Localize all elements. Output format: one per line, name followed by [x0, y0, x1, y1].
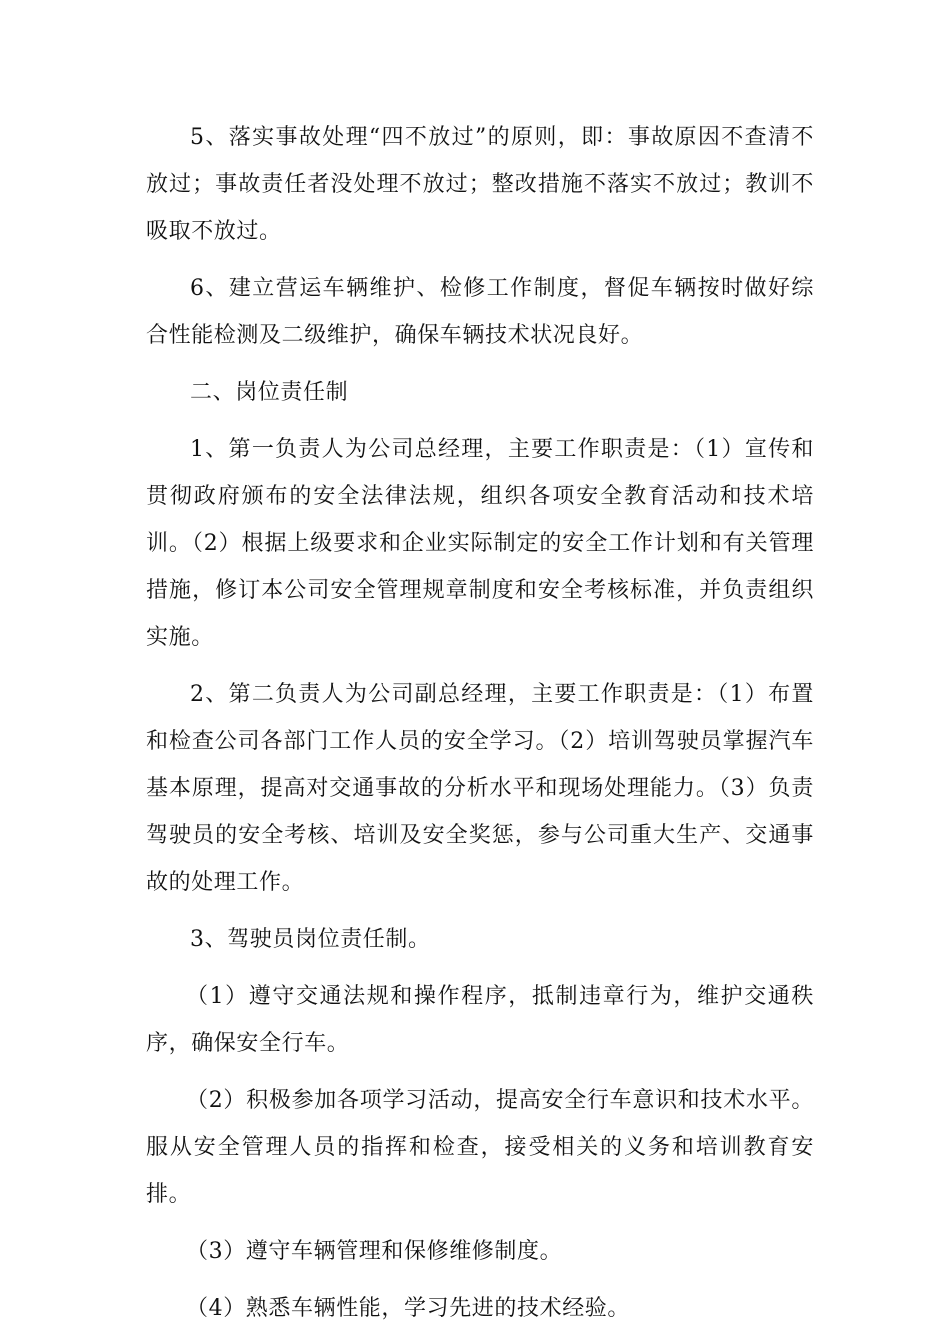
document-body	[146, 114, 814, 1342]
section-heading-responsibility: 二、岗位责任制	[190, 380, 349, 405]
paragraph-driver-item-4: （4）熟悉车辆性能，学习先进的技术经验。	[186, 1296, 630, 1321]
paragraph-driver-responsibility: 3、驾驶员岗位责任制。	[190, 927, 431, 952]
paragraph-driver-item-2: （2）积极参加各项学习活动，提高安全行车意识和技术水平。服从安全管理人员的指挥和检查，接受相关的义务和培训教育安排。	[146, 1088, 814, 1207]
paragraph-first-responsible: 1、第一负责人为公司总经理，主要工作职责是：（1）宣传和贯彻政府颁布的安全法律法规，组织各项安全教育活动和技术培训。（2）根据上级要求和企业实际制定的安全工作计划和有关管理措施，修订本公司安全管理规章制度和安全考核标准，并负责组织实施。	[146, 437, 814, 650]
paragraph-rule-5: 5、落实事故处理“四不放过”的原则，即：事故原因不查清不放过；事故责任者没处理不放过；整改措施不落实不放过；教训不吸取不放过。	[146, 125, 814, 244]
paragraph-rule-6: 6、建立营运车辆维护、检修工作制度，督促车辆按时做好综合性能检测及二级维护，确保车辆技术状况良好。	[146, 276, 814, 348]
paragraph-driver-item-1: （1）遵守交通法规和操作程序，抵制违章行为，维护交通秩序，确保安全行车。	[146, 984, 814, 1056]
paragraph-driver-item-3: （3）遵守车辆管理和保修维修制度。	[186, 1239, 563, 1264]
paragraph-second-responsible: 2、第二负责人为公司副总经理，主要工作职责是：（1）布置和检查公司各部门工作人员的安全学习。（2）培训驾驶员掌握汽车基本原理，提高对交通事故的分析水平和现场处理能力。（3）负责驾驶员的安全考核、培训及安全奖惩，参与公司重大生产、交通事故的处理工作。	[146, 682, 814, 895]
